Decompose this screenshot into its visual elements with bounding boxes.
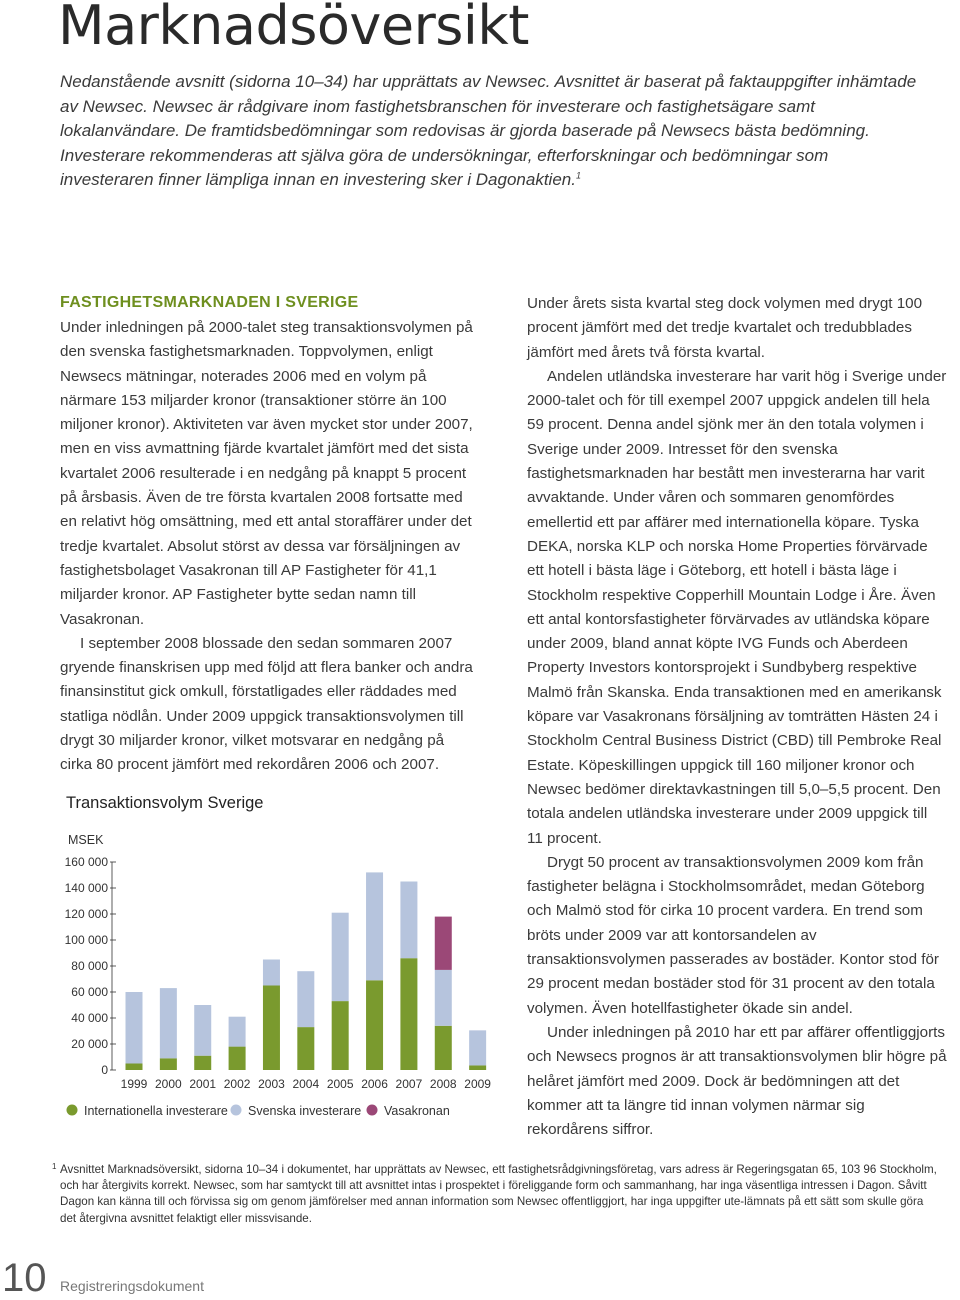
y-tick-label: 20 000 <box>71 1037 108 1051</box>
bar-segment <box>435 1026 452 1070</box>
x-tick-label: 2006 <box>361 1077 388 1091</box>
document-name: Registreringsdokument <box>60 1278 204 1294</box>
chart-title: Transaktionsvolym Sverige <box>66 794 264 812</box>
right-paragraph-4: Under inledningen på 2010 har ett par affärer offentliggjorts och Newsecs prognos är att transaktionsvolymen blir högre på helåret jämfört med 2009. Dock är bedömningen att det kommer att ta längre tid innan volymen närmar sig rekordårens siffror. <box>527 1023 947 1139</box>
bar-segment <box>400 882 417 959</box>
y-axis-label: MSEK <box>68 833 104 847</box>
page-number: 10 <box>2 1256 47 1300</box>
bar-segment <box>400 958 417 1070</box>
section-heading: FASTIGHETSMARKNADEN I SVERIGE <box>60 294 359 311</box>
legend-swatch <box>231 1105 242 1116</box>
page-title: Marknadsöversikt <box>58 0 529 57</box>
intro-paragraph <box>60 70 920 193</box>
bar-segment <box>126 1064 143 1071</box>
right-paragraph-3: Drygt 50 procent av transaktionsvolymen 2009 kom från fastigheter belägna i Stockholmsområdet, medan Göteborg och Malmö stod för cirka 10 procent vardera. En trend som bröts under 2009 var att kontorsandelen av transaktionsvolymen passerades av bostäder. Kontor stod för 29 procent medan bostäder stod för 31 procent av den totala volymen. Även hotellfastigheter ökade sin andel. <box>527 853 939 1017</box>
right-paragraph-1: Under årets sista kvartal steg dock volymen med drygt 100 procent jämfört med det tredje kvartalet och tredubblades jämfört med årets två första kvartal. <box>527 295 923 361</box>
legend-label: Internationella investerare <box>84 1104 228 1118</box>
intro-text: Nedanstående avsnitt (sidorna 10–34) har upprättats av Newsec. Avsnittet är baserat på faktauppgifter inhämtade av Newsec. Newsec är rådgivare inom fastighetsbranschen för investerare och fastighetsägare samt lokalanvändare. De framtidsbedömningar som redovisas är gjorda baserade på Newsecs bästa bedömning. Investerare rekommenderas att själva göra de undersökningar, efterforskningar och bedömningar som investeraren finner lämpliga innan en investering sker i Dagonaktien. <box>60 72 917 189</box>
footnote <box>52 1162 940 1227</box>
y-tick-label: 120 000 <box>64 907 108 921</box>
bar-segment <box>160 988 177 1058</box>
x-tick-label: 2002 <box>223 1077 251 1091</box>
chart-canvas <box>60 792 500 1132</box>
bar-segment <box>229 1017 246 1047</box>
x-tick-label: 1999 <box>120 1077 148 1091</box>
bar-segment <box>435 970 452 1026</box>
y-tick-label: 0 <box>101 1063 108 1077</box>
y-tick-label: 100 000 <box>64 933 108 947</box>
legend-label: Svenska investerare <box>248 1104 362 1118</box>
bar-segment <box>469 1065 486 1070</box>
x-tick-label: 2008 <box>429 1077 457 1091</box>
left-paragraph-1: Under inledningen på 2000-talet steg transaktionsvolymen på den svenska fastighetsmarknaden. Toppvolymen, enligt Newsecs mätningar, noterades 2006 med en volym på närmare 153 miljarder kronor (transaktioner större än 100 miljoner kronor). Aktiviteten var även mycket stor under 2007, men en viss avmattning fjärde kvartalet jämfört med det sista kvartalet 2006 resulterade i en nedgång på knappt 5 procent på årsbasis. Även de tre första kvartalen 2008 fortsatte med en relativt hög omsättning, med ett antal storaffärer under det tredje kvartalet. Absolut störst av dessa var försäljningen av fastighetsbolaget Vasakronan till AP Fastigheter för 41,1 miljarder kronor. AP Fastigheter bytte sedan namn till Vasakronan. <box>60 319 473 628</box>
y-tick-label: 60 000 <box>71 985 108 999</box>
bar-segment <box>194 1005 211 1056</box>
y-tick-label: 160 000 <box>64 855 108 869</box>
legend-label: Vasakronan <box>384 1104 450 1118</box>
x-tick-label: 2000 <box>155 1077 182 1091</box>
right-column <box>527 292 947 1142</box>
bar-segment <box>469 1030 486 1065</box>
bar-segment <box>332 913 349 1001</box>
bar-segment <box>263 986 280 1071</box>
bar-segment <box>263 960 280 986</box>
bar-segment <box>194 1056 211 1070</box>
x-tick-label: 2003 <box>258 1077 285 1091</box>
bar-segment <box>297 971 314 1027</box>
bar-segment <box>297 1027 314 1070</box>
legend-swatch <box>367 1105 378 1116</box>
bar-segment <box>435 917 452 970</box>
y-tick-label: 40 000 <box>71 1011 108 1025</box>
legend-swatch <box>67 1105 78 1116</box>
y-tick-label: 80 000 <box>71 959 108 973</box>
footnote-number: 1 <box>52 1162 57 1171</box>
left-column <box>60 292 475 778</box>
left-paragraph-2: I september 2008 blossade den sedan sommaren 2007 gryende finanskrisen upp med följd att flera banker och andra finansinstitut gick omkull, förstatligades eller räddades med statliga nödlån. Under 2009 uppgick transaktionsvolymen till drygt 30 miljarder kronor, vilket motsvarar en nedgång på cirka 80 procent jämfört med rekordåren 2006 och 2007. <box>60 634 473 774</box>
x-tick-label: 2009 <box>464 1077 491 1091</box>
y-tick-label: 140 000 <box>64 881 108 895</box>
x-tick-label: 2007 <box>395 1077 423 1091</box>
transaction-volume-chart <box>60 792 500 1132</box>
bar-segment <box>366 980 383 1070</box>
x-tick-label: 2004 <box>292 1077 320 1091</box>
bar-segment <box>229 1047 246 1070</box>
bar-segment <box>366 872 383 980</box>
bar-segment <box>332 1001 349 1070</box>
footnote-text: Avsnittet Marknadsöversikt, sidorna 10–34 i dokumentet, har upprättats av Newsec, ett fastighetsrådgivningsföretag, vars adress är Regeringsgatan 65, 103 96 Stockholm, och har återgivits korrekt. Newsec, som har samtyckt till att avsnittet intas i prospektet i föreliggande form och sammanhang, har inga väsentliga intressen i Dagon. Såvitt Dagon kan känna till och förvissa sig om genom jämförelser med annan information som Newsec offentliggjort, har inga uppgifter ute-lämnats på ett sätt som skulle göra det återgivna avsnittet felaktigt eller missvisande. <box>60 1163 937 1225</box>
bar-segment <box>126 992 143 1064</box>
bar-segment <box>160 1058 177 1070</box>
right-paragraph-2: Andelen utländska investerare har varit hög i Sverige under 2000-talet och för till exempel 2007 uppgick andelen till hela 59 procent. Denna andel sjönk mer än den totala volymen i Sverige under 2009. Intresset för den svenska fastighetsmarknaden har bestått men investerarna har varit avvaktande. Under våren och sommaren genomfördes emellertid ett par affärer med internationella köpare. Tyska DEKA, norska KLP och norska Home Properties förvärvade ett hotell i bästa läge i Göteborg, ett hotell i bästa läge i Stockholm respektive Copperhill Mountain Lodge i Åre. Även ett antal kontorsfastigheter förvärvades av utländska köpare under 2009, bland annat köpte IVG Funds och Aberdeen Property Investors kontorsprojekt i Sundbyberg respektive Malmö från Skanska. Enda transaktionen med en amerikansk köpare var Vasakronans försäljning av tomträtten Hästen 24 i Stockholm Central Business District (CBD) till Pembroke Real Estate. Köpeskillingen uppgick till 160 miljoner kronor och Newsec bedömer direktavkastningen till 5,0–5,5 procent. Den totala andelen utländska investerare under 2009 uppgick till 11 procent. <box>527 367 947 847</box>
intro-footnote-ref: 1 <box>575 170 581 181</box>
x-tick-label: 2005 <box>326 1077 354 1091</box>
x-tick-label: 2001 <box>189 1077 217 1091</box>
